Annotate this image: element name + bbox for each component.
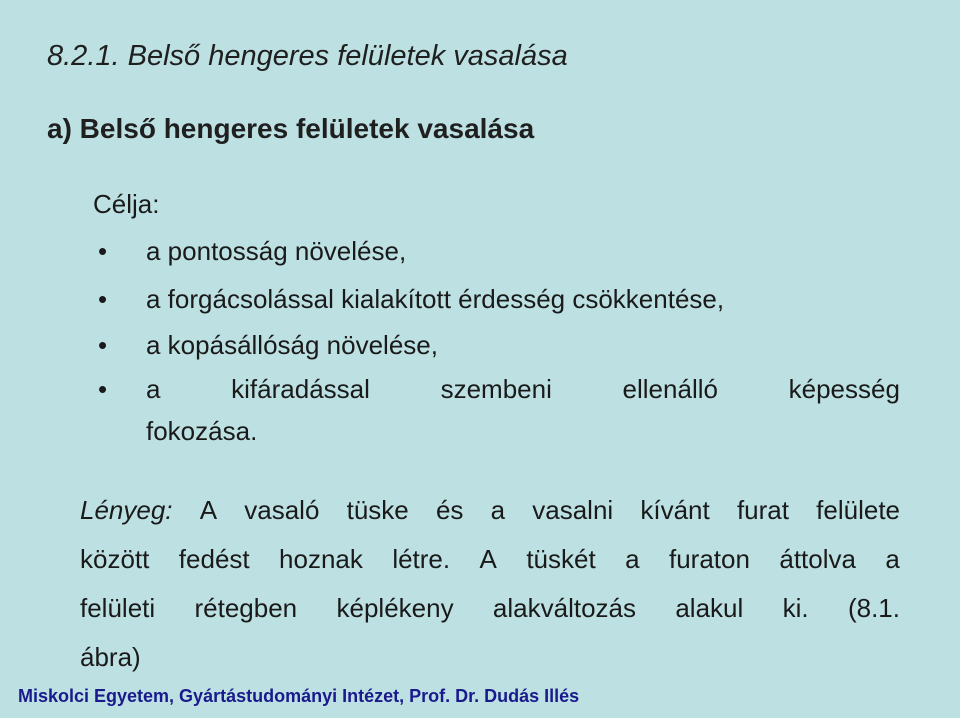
word: felülete: [816, 495, 900, 525]
bullet-dot: •: [98, 374, 108, 404]
word: kívánt: [640, 495, 710, 525]
word: között: [80, 544, 150, 574]
bullet-text: a forgácsolással kialakított érdesség csökkentése,: [146, 284, 725, 314]
word: vasalni: [532, 495, 614, 525]
word: tüske: [346, 495, 409, 525]
footer-credit: Miskolci Egyetem, Gyártástudományi Intézet, Prof. Dr. Dudás Illés: [18, 686, 580, 706]
word: vasaló: [244, 495, 320, 525]
paragraph-line: [80, 544, 900, 575]
word: furat: [736, 495, 789, 525]
word: létre.: [392, 544, 451, 574]
word: áttolva: [779, 544, 856, 574]
word: alakváltozás: [492, 593, 636, 623]
word: A: [479, 544, 497, 574]
bullet-text: a kopásállóság növelése,: [146, 330, 438, 360]
word: a: [146, 374, 161, 404]
word: A: [199, 495, 218, 525]
word: fedést: [178, 544, 250, 574]
word: tüskét: [526, 544, 596, 574]
word: (8.1.: [847, 593, 900, 623]
word: kifáradással: [231, 374, 370, 404]
word: felületi: [80, 593, 156, 623]
paragraph-line: [80, 593, 900, 624]
word: ellenálló: [622, 374, 718, 404]
word: képesség: [788, 374, 900, 404]
word: alakul: [675, 593, 744, 623]
goal-label: Célja:: [93, 189, 160, 219]
slide-title: 8.2.1. Belső hengeres felületek vasalása: [47, 40, 568, 72]
paragraph-lead: Lényeg:: [80, 495, 173, 525]
word: ki.: [782, 593, 809, 623]
word: rétegben: [194, 593, 298, 623]
bullet-continuation: fokozása.: [146, 416, 258, 446]
word: képlékeny: [336, 593, 454, 623]
word: szembeni: [440, 374, 552, 404]
section-heading: a) Belső hengeres felületek vasalása: [47, 113, 535, 144]
bullet-text-justified: [146, 374, 900, 405]
paragraph-line: [80, 495, 900, 526]
word: a: [625, 544, 640, 574]
word: a: [885, 544, 900, 574]
bullet-dot: •: [98, 236, 108, 266]
word: furaton: [669, 544, 750, 574]
bullet-dot: •: [98, 284, 108, 314]
word: hoznak: [279, 544, 363, 574]
bullet-text: a pontosság növelése,: [146, 236, 407, 266]
bullet-dot: •: [98, 330, 108, 360]
word: a: [490, 495, 506, 525]
paragraph-last-line: ábra): [80, 642, 141, 672]
word: és: [435, 495, 464, 525]
